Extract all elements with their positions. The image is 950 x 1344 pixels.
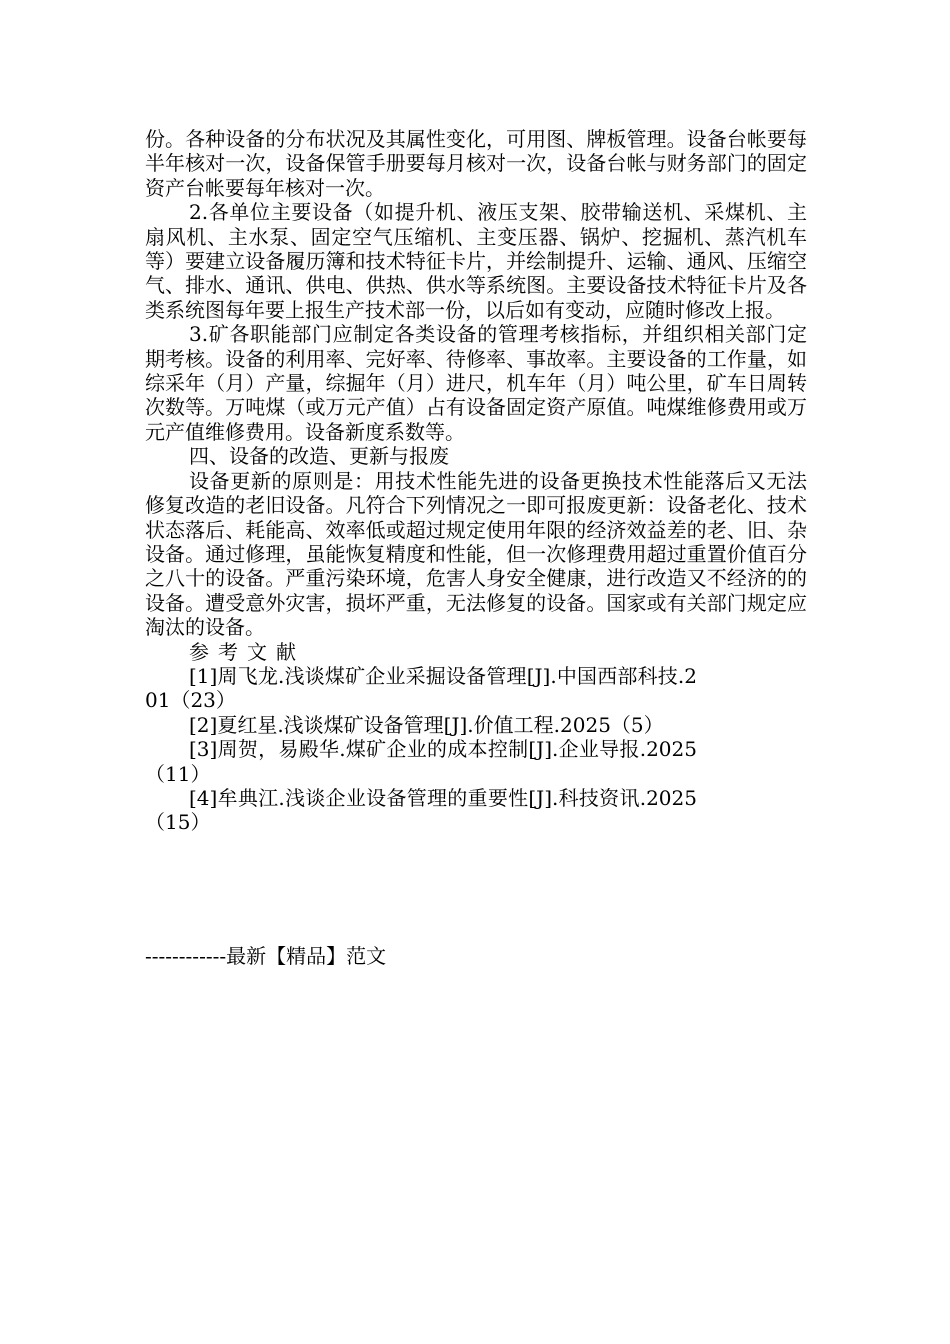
- footer-tagline: ------------最新【精品】范文: [145, 944, 387, 968]
- document-body: [145, 127, 807, 835]
- reference-item-2: [2]夏红星.浅谈煤矿设备管理[J].价值工程.2025（5）: [189, 712, 664, 737]
- reference-item-1: [1]周飞龙.浅谈煤矿企业采掘设备管理[J].中国西部科技.201（23）: [145, 663, 697, 713]
- reference-item-4: [4]牟典江.浅谈企业设备管理的重要性[J].科技资讯.2025（15）: [145, 785, 697, 835]
- paragraph-continuation: 份。各种设备的分布状况及其属性变化，可用图、牌板管理。设备台帐要每半年核对一次，设备保管手册要每月核对一次，设备台帐与财务部门的固定资产台帐要每年核对一次。: [145, 127, 807, 200]
- paragraph-renewal: 设备更新的原则是：用技术性能先进的设备更换技术性能落后又无法修复改造的老旧设备。凡符合下列情况之一即可报废更新：设备老化、技术状态落后、耗能高、效率低或超过规定使用年限的经济效益差的老、旧、杂设备。通过修理，虽能恢复精度和性能，但一次修理费用超过重置价值百分之八十的设备。严重污染环境，危害人身安全健康，进行改造又不经济的的设备。遭受意外灾害，损坏严重，无法修复的设备。国家或有关部门规定应淘汰的设备。: [145, 468, 807, 640]
- paragraph-item-2: 2.各单位主要设备（如提升机、液压支架、胶带输送机、采煤机、主扇风机、主水泵、固定空气压缩机、主变压器、锅炉、挖掘机、蒸汽机车等）要建立设备履历簿和技术特征卡片，并绘制提升、运输、通风、压缩空气、排水、通讯、供电、供热、供水等系统图。主要设备技术特征卡片及各类系统图每年要上报生产技术部一份，以后如有变动，应随时修改上报。: [145, 200, 807, 322]
- paragraph-item-3: 3.矿各职能部门应制定各类设备的管理考核指标，并组织相关部门定期考核。设备的利用率、完好率、待修率、事故率。主要设备的工作量，如综采年（月）产量，综掘年（月）进尺，机车年（月）吨公里，矿车日周转次数等。万吨煤（或万元产值）占有设备固定资产原值。吨煤维修费用或万元产值维修费用。设备新度系数等。: [145, 322, 807, 444]
- references-heading: 参考文献: [189, 639, 305, 664]
- section-heading: 四、设备的改造、更新与报废: [189, 444, 449, 469]
- reference-item-3: [3]周贺，易殿华.煤矿企业的成本控制[J].企业导报.2025（11）: [145, 737, 697, 786]
